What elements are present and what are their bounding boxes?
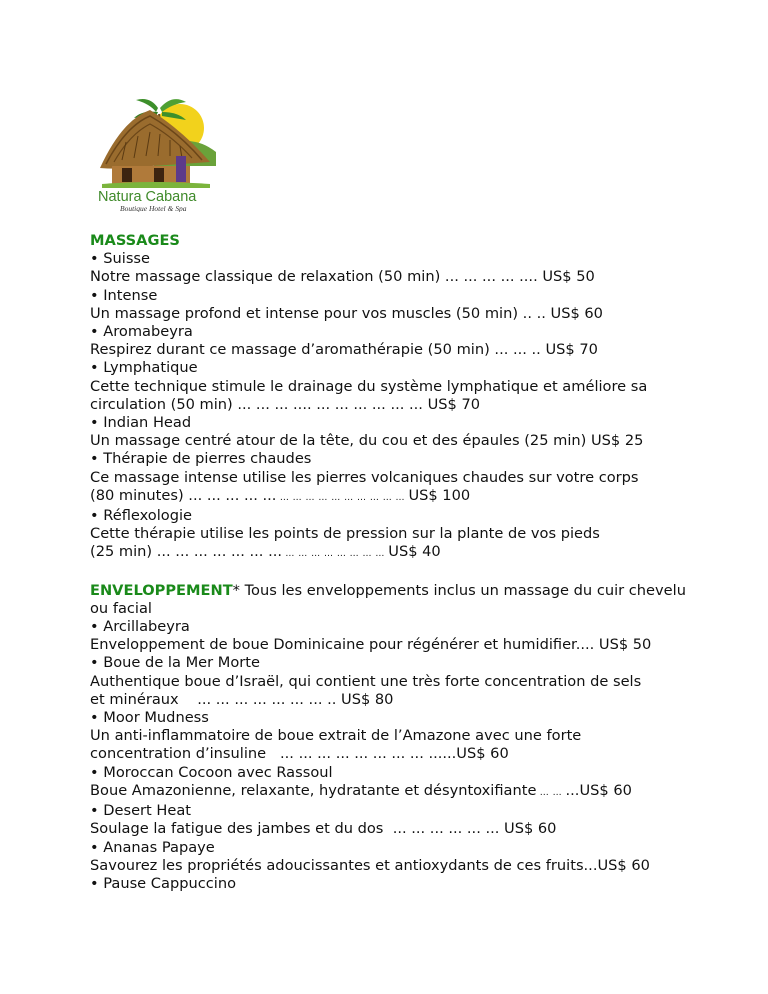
item-description: Soulage la fatigue des jambes et du dos ... ... ... ... ... ... US$ 60 [90, 820, 557, 838]
item-description: Un massage profond et intense pour vos muscles (50 min) .. .. US$ 60 [90, 304, 603, 322]
item-description: Notre massage classique de relaxation (50 min) ... ... ... ... .... US$ 50 [90, 268, 595, 286]
svg-text:Natura Cabana: Natura Cabana [98, 189, 197, 205]
item-name: • Lymphatique [90, 359, 198, 377]
item-name: • Moor Mudness [90, 709, 209, 727]
natura-cabana-logo [92, 90, 218, 212]
item-description-cont [90, 543, 700, 563]
item-name: • Pause Cappuccino [90, 874, 236, 892]
item-name: • Boue de la Mer Morte [90, 654, 261, 672]
item-description: Un anti-inflammatoire de boue extrait de l’Amazone avec une forte [90, 727, 582, 745]
item-description: Enveloppement de boue Dominicaine pour régénérer et humidifier.... US$ 50 [90, 636, 652, 654]
item-name: • Moroccan Cocoon avec Rassoul [90, 763, 333, 781]
dots-small: … … … … … … … … … … [276, 492, 409, 503]
price: US$ 100 [408, 486, 471, 504]
item-name: • Desert Heat [90, 802, 192, 820]
price: US$ 40 [388, 543, 441, 561]
item-description-cont: et minéraux ... ... ... ... ... ... ... .. US$ 80 [90, 690, 394, 708]
dots-small: … … [536, 787, 566, 798]
svg-text:Boutique Hotel & Spa: Boutique Hotel & Spa [120, 204, 187, 212]
item-description: Authentique boue d’Israël, qui contient une très forte concentration de sels [90, 672, 642, 690]
envelopes-note: * Tous les enveloppements inclus un massage du cuir chevelu ou facial [90, 581, 686, 617]
item-name: • Suisse [90, 250, 150, 268]
item-description: Savourez les propriétés adoucissantes et antioxydants de ces fruits...US$ 60 [90, 856, 650, 874]
item-description-cont [90, 487, 700, 507]
envelopes-intro [90, 582, 700, 618]
item-description-cont: circulation (50 min) ... ... ... .... ... ... ... ... ... ... US$ 70 [90, 395, 481, 413]
massages-heading: MASSAGES [90, 232, 180, 249]
item-name: • Aromabeyra [90, 323, 193, 341]
envelopes-heading: ENVELOPPEMENT [90, 581, 233, 599]
item-description: Un massage centré atour de la tête, du cou et des épaules (25 min) US$ 25 [90, 432, 644, 450]
item-description: Ce massage intense utilise les pierres volcaniques chaudes sur votre corps [90, 468, 639, 486]
item-description: Respirez durant ce massage d’aromathérapie (50 min) ... ... .. US$ 70 [90, 341, 598, 359]
item-description-cont: concentration d’insuline ... ... ... ... ... ... ... ... ......US$ 60 [90, 745, 509, 763]
item-description: Cette thérapie utilise les points de pression sur la plante de vos pieds [90, 525, 600, 543]
price: ...US$ 60 [565, 781, 632, 799]
item-name: • Thérapie de pierres chaudes [90, 450, 312, 468]
dots-text: (80 minutes) ... ... ... ... ... [90, 486, 277, 504]
item-description [90, 782, 700, 802]
section-gap [90, 564, 700, 582]
dots-text: (25 min) ... ... ... ... ... ... ... [90, 543, 283, 561]
spa-menu [90, 232, 700, 893]
dots-small: … … … … … … … … [282, 549, 389, 560]
item-name: • Réflexologie [90, 507, 193, 525]
item-name: • Intense [90, 286, 158, 304]
item-description: Cette technique stimule le drainage du système lymphatique et améliore sa [90, 377, 648, 395]
item-name: • Ananas Papaye [90, 838, 215, 856]
item-name: • Arcillabeyra [90, 618, 190, 636]
desc-text: Boue Amazonienne, relaxante, hydratante et désyntoxifiante [90, 781, 537, 799]
item-name: • Indian Head [90, 414, 192, 432]
hut-logo-icon [92, 90, 218, 212]
